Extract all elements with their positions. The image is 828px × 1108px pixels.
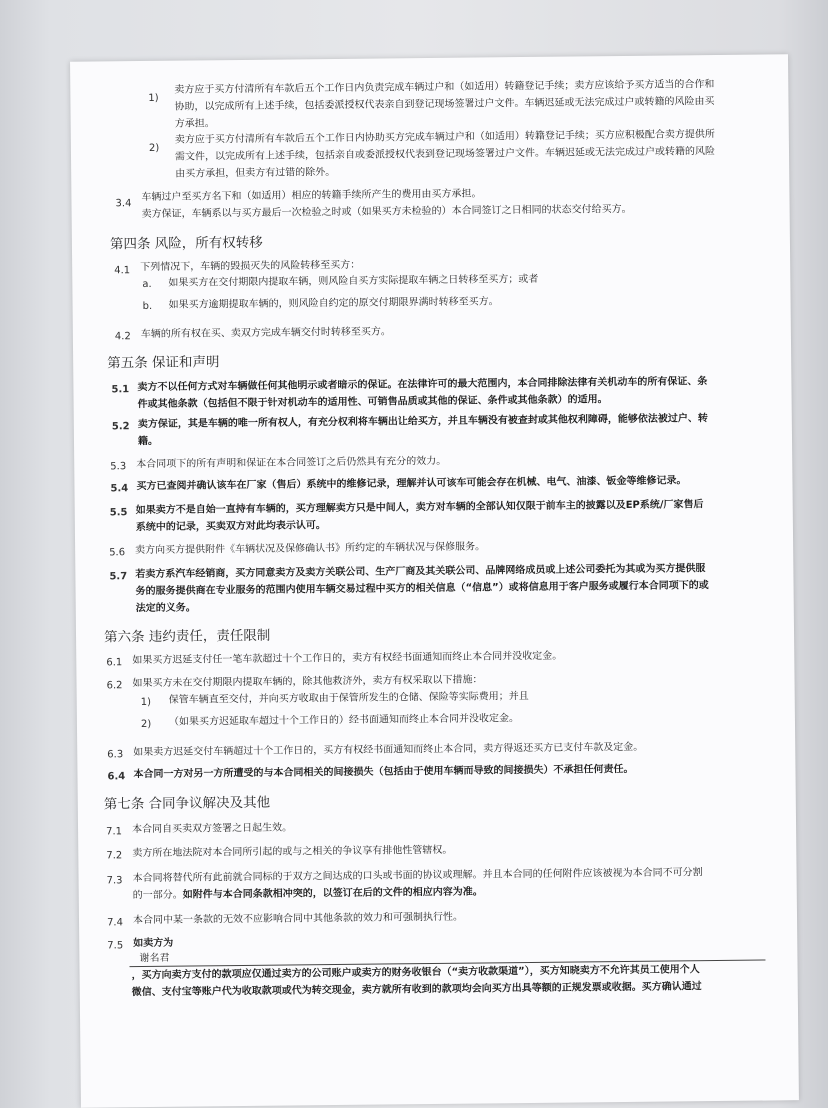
clause-number: 6.3 [107, 749, 124, 761]
clause-3-4-line2: 卖方保证，车辆系以与买方最后一次检验之时或（如果买方未检验的）本合同签订之日相同的状态交付给买方。 [141, 203, 632, 221]
clause-number: 7.3 [106, 875, 123, 887]
clause-5-1-line1: 卖方不以任何方式对车辆做任何其他明示或者暗示的保证。在法律许可的最大范围内，本合同排除法律有关机动车的所有保证、条 [137, 376, 708, 394]
item-number: 2) [148, 142, 160, 154]
clause-3-3-2-line1: 卖方应于买方付清所有车款后五个工作日内协助买方完成车辆过户和（如适用）转籍登记手续；买方应积极配合卖方提供所 [174, 129, 715, 146]
clause-3-4-line1: 车辆过户至买方名下和（如适用）相应的转籍手续所产生的费用由买方承担。 [141, 188, 482, 204]
clause-5-3: 本合同项下的所有声明和保证在本合同签订之后仍然具有充分的效力。 [136, 455, 447, 471]
clause-4-1-a: 如果买方在交付期限内提取车辆，则风险自买方实际提取车辆之日转移至买方；或者 [168, 273, 539, 289]
item-number: a. [142, 278, 152, 291]
clause-3-3-2-line2: 需文件，以完成所有上述手续，包括亲自或委派授权代表到登记现场签署过户文件。车辆迟延或无法完成过户或转籍的风险 [174, 146, 716, 163]
clause-7-3-line2 [133, 884, 483, 903]
clause-number: 7.2 [106, 850, 123, 862]
contract-page [70, 54, 799, 1107]
clause-number: 5.3 [110, 461, 127, 473]
clause-6-4: 本合同一方对另一方所遭受的与本合同相关的间接损失（包括由于使用车辆而导致的间接损失）不承担任何责任。 [133, 763, 634, 781]
clause-5-7-line3: 法定的义务。 [135, 602, 196, 615]
clause-6-1: 如果买方迟延支付任一笔车款超过十个工作日的，卖方有权经书面通知而终止本合同并没收定金。 [132, 650, 563, 667]
clause-number: 5.4 [110, 483, 129, 495]
clause-number: 5.7 [109, 571, 128, 583]
clause-5-6: 卖方向买方提供附件《车辆状况及保修确认书》所约定的车辆状况与保修服务。 [135, 541, 486, 557]
clause-number: 7.5 [107, 940, 124, 952]
clause-4-1-b: 如果买方逾期提取车辆的，则风险自约定的原交付期限界满时转移至买方。 [168, 296, 499, 311]
clause-7-4: 本合同中某一条款的无效不应影响合同中其他条款的效力和可强制执行性。 [132, 911, 464, 927]
clause-number: 4.2 [114, 331, 131, 343]
clause-5-2-line1: 卖方保证，其是车辆的唯一所有权人，有充分权利将车辆出让给买方，并且车辆没有被查封或其他权利障碍，能够依法被过户、转 [137, 413, 708, 431]
clause-6-2-1: 保管车辆直至交付，并向买方收取由于保管所发生的仓储、保险等实际费用；并且 [168, 690, 529, 706]
clause-number: 5.2 [111, 421, 130, 433]
clause-number: 7.1 [106, 826, 123, 838]
seller-name-fill: 谢名君 [139, 952, 170, 965]
item-number: 2) [140, 718, 152, 731]
clause-7-5-line2: ，买方向卖方支付的款项应仅通过卖方的公司账户或卖方的财务收银台（“卖方收款渠道”），买方知晓卖方不允许其员工使用个人 [131, 964, 700, 982]
clause-7-3-line2-bold: 如附件与本合同条款相冲突的，以签订在后的文件的相应内容为准。 [182, 886, 483, 901]
clause-number: 5.6 [109, 547, 126, 559]
clause-5-4: 买方已查阅并确认该车在厂家（售后）系统中的维修记录，理解并认可该车可能会存在机械、电气、油漆、钣金等维修记录。 [136, 475, 687, 493]
item-number: b. [142, 300, 153, 313]
clause-5-5-line1: 如果卖方不是自始一直持有车辆的，买方理解卖方只是中间人，卖方对车辆的全部认知仅限于前车主的披露以及EP系统/厂家售后 [135, 499, 704, 517]
clause-7-5-line3: 微信、支付宝等账户代为收取款项或代为转交现金，卖方就所有收到的款项均会向买方出具等额的正规发票或收据。买方确认通过 [131, 981, 702, 999]
clause-6-2: 如果买方未在交付期限内提取车辆的，除其他救济外，卖方有权采取以下措施： [132, 674, 483, 690]
clause-5-7-line1: 若卖方系汽车经销商，买方同意卖方及卖方关联公司、生产厂商及其关联公司、品牌网络成员或上述公司委托为其或为买方提供服 [135, 563, 706, 581]
article-5-heading: 第五条 保证和声明 [107, 354, 220, 372]
clause-5-7-line2: 务的服务提供商在专业服务的范围内使用车辆交易过程中买方的相关信息（“信息”）或将信息用于客户服务或履行本合同项下的或 [135, 580, 709, 598]
article-6-heading: 第六条 违约责任，责任限制 [103, 627, 271, 646]
clause-7-1: 本合同自买卖双方签署之日起生效。 [132, 822, 293, 836]
clause-number: 5.5 [109, 507, 128, 519]
clause-6-3: 如果卖方迟延交付车辆超过十个工作日的，买方有权经书面通知而终止本合同，卖方得返还买方已支付车款及定金。 [133, 741, 644, 759]
clause-number: 4.1 [114, 265, 131, 277]
item-number: 1) [148, 92, 159, 104]
clause-5-1-line2: 件或其他条款（包括但不限于针对机动车的适用性、可销售品质或其他的保证、条件或其他条款）的适用。 [137, 394, 608, 411]
clause-3-3-1-line2: 协助，以完成所有上述手续，包括委派授权代表亲自到登记现场签署过户文件。车辆迟延或无法完成过户或转籍的风险由买 [174, 96, 715, 113]
item-number: 1) [140, 696, 152, 709]
clause-3-3-1-line3: 方承担。 [174, 118, 215, 130]
clause-7-3-line2-start: 的一部分。 [132, 889, 183, 902]
article-4-heading: 第四条 风险，所有权转移 [109, 234, 263, 253]
clause-number: 5.1 [111, 384, 130, 396]
clause-7-5-label: 如卖方为 [133, 937, 174, 950]
clause-7-3-line1: 本合同将替代所有此前就合同标的于双方之间达成的口头或书面的协议或理解。并且本合同的任何附件应该被视为本合同不可分割 [132, 867, 703, 885]
clause-5-5-line2: 系统中的记录，买卖双方对此均表示认可。 [135, 520, 326, 534]
clause-3-3-1-line1: 卖方应于买方付清所有车款后五个工作日内负责完成车辆过户和（如适用）转籍登记手续；卖方应该给予买方适当的合作和 [174, 79, 715, 96]
clause-number: 6.4 [107, 771, 126, 783]
clause-3-3-2-line3: 由买方承担，但卖方有过错的除外。 [175, 166, 336, 180]
clause-6-2-2: （如果买方迟延取车超过十个工作日的）经书面通知而终止本合同并没收定金。 [168, 713, 519, 728]
clause-number: 7.4 [106, 917, 124, 929]
clause-number: 6.1 [106, 657, 123, 669]
article-7-heading: 第七条 合同争议解决及其他 [103, 794, 271, 813]
clause-4-1: 下列情况下，车辆的毁损灭失的风险转移至买方： [140, 259, 361, 274]
clause-number: 3.4 [115, 198, 132, 210]
clause-7-2: 卖方所在地法院对本合同所引起的或与之相关的争议享有排他性管辖权。 [132, 844, 453, 860]
clause-number: 6.2 [106, 680, 123, 692]
clause-4-2: 车辆的所有权在买、卖双方完成车辆交付时转移至买方。 [140, 326, 391, 341]
clause-5-2-line2: 籍。 [137, 435, 159, 448]
